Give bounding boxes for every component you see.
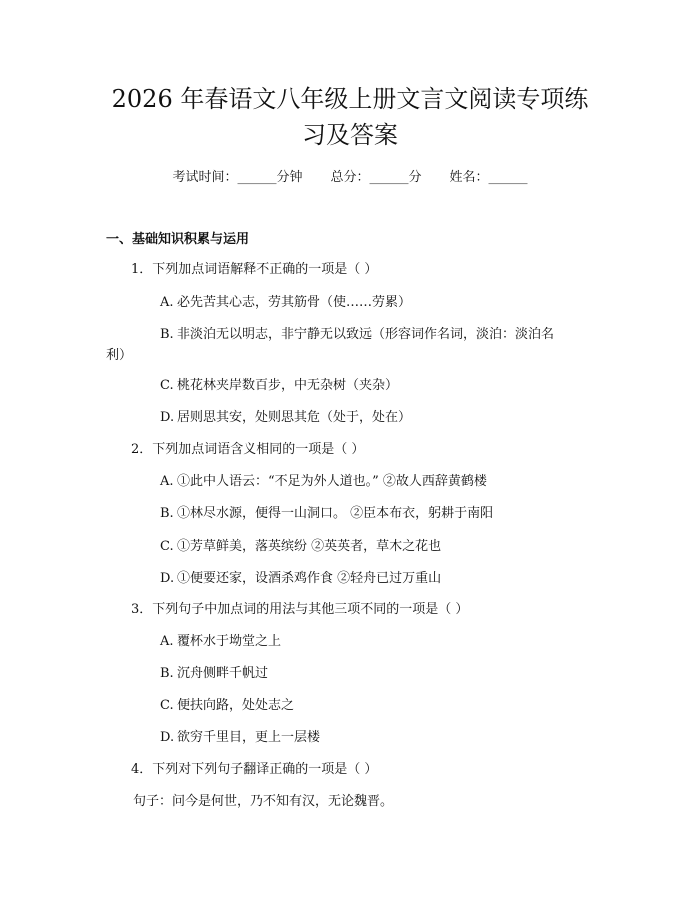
document-title-line-2: 习及答案 (302, 121, 398, 149)
exam-time-label: 考试时间：______分钟 (172, 170, 303, 185)
option-text: ①便要还家，设酒杀鸡作食 ②轻舟已过万重山 (177, 571, 442, 586)
option-letter: B. (160, 327, 174, 342)
question-1-option-b (160, 326, 554, 344)
question-2-option-c (160, 538, 441, 556)
total-score-label: 总分：______分 (330, 170, 422, 185)
question-4-stem: 4．下列对下列句子翻译正确的一项是（ ） (131, 762, 378, 777)
option-text: 居则思其安，处则思其危（处于，处在） (177, 410, 412, 425)
option-text: ①芳草鲜美，落英缤纷 ②英英者，草木之花也 (177, 539, 442, 554)
option-letter: D. (160, 730, 175, 745)
question-1-option-c (160, 377, 398, 395)
option-letter: D. (160, 571, 175, 586)
question-2-option-a (160, 473, 487, 491)
option-letter: C. (160, 378, 174, 393)
option-text: ①此中人语云：“不足为外人道也。” ②故人西辞黄鹤楼 (177, 474, 487, 489)
option-letter: B. (160, 666, 174, 681)
question-3-option-d (160, 729, 320, 747)
option-letter: C. (160, 698, 174, 713)
question-1-stem: 1．下列加点词语解释不正确的一项是（ ） (131, 262, 378, 277)
option-text: 便扶向路，处处志之 (177, 698, 295, 713)
option-letter: A. (160, 634, 174, 649)
option-letter: D. (160, 410, 175, 425)
question-1-option-b-continued: 利） (106, 348, 133, 363)
question-4-sentence: 句子：问今是何世，乃不知有汉，无论魏晋。 (133, 794, 394, 809)
option-text: 非淡泊无以明志，非宁静无以致远（形容词作名词，淡泊：淡泊名 (177, 327, 555, 342)
question-1-option-d (160, 409, 411, 427)
exam-info-line (0, 169, 700, 187)
option-letter: A. (160, 295, 174, 310)
option-letter: C. (160, 539, 174, 554)
option-text: 必先苦其心志，劳其筋骨（使……劳累） (177, 295, 412, 310)
question-2-stem: 2．下列加点词语含义相同的一项是（ ） (131, 442, 365, 457)
option-text: 覆杯水于坳堂之上 (177, 634, 282, 649)
question-1-option-a (160, 294, 411, 312)
option-letter: A. (160, 474, 174, 489)
student-name-label: 姓名：______ (449, 170, 528, 185)
option-text: 沉舟侧畔千帆过 (177, 666, 269, 681)
option-letter: B. (160, 506, 174, 521)
option-text: ①林尽水源，便得一山洞口。 ②臣本布衣，躬耕于南阳 (177, 506, 494, 521)
question-3-option-a (160, 633, 281, 651)
section-heading: 一、基础知识积累与运用 (106, 232, 250, 247)
document-title-line-1: 2026 年春语文八年级上册文言文阅读专项练 (111, 85, 589, 113)
question-3-option-c (160, 697, 294, 715)
question-2-option-d (160, 570, 441, 588)
question-3-option-b (160, 665, 268, 683)
question-3-stem: 3．下列句子中加点词的用法与其他三项不同的一项是（ ） (131, 602, 469, 617)
option-text: 欲穷千里目，更上一层楼 (177, 730, 321, 745)
option-text: 桃花林夹岸数百步，中无杂树（夹杂） (177, 378, 399, 393)
question-2-option-b (160, 505, 493, 523)
